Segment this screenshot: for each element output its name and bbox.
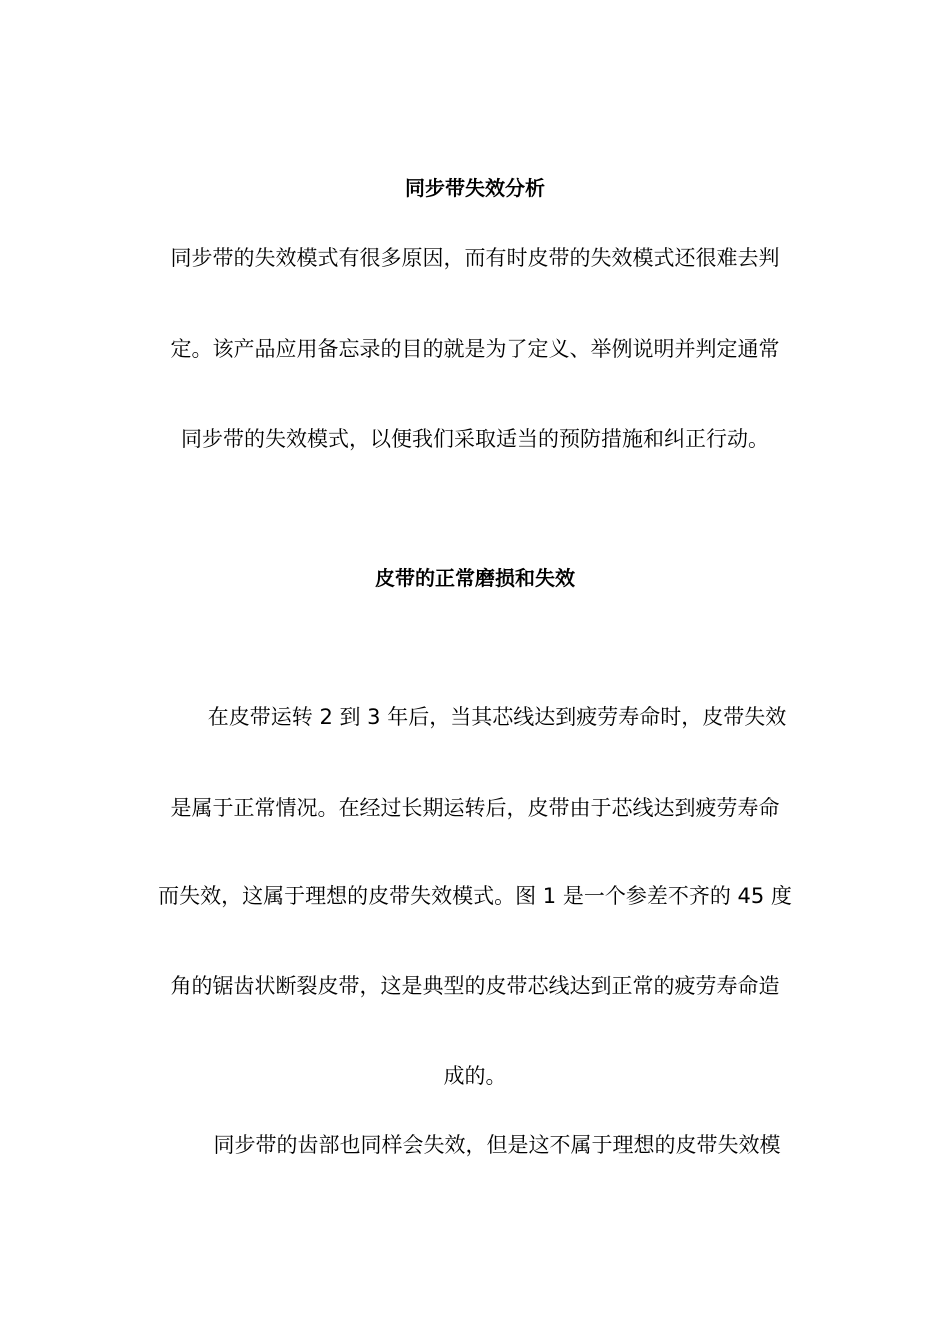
paragraph-2-line-1: 同步带的齿部也同样会失效，但是这不属于理想的皮带失效模: [213, 1133, 781, 1157]
paragraph-1-line-2: 是属于正常情况。在经过长期运转后，皮带由于芯线达到疲劳寿命: [170, 796, 780, 820]
paragraph-1-line-1: 在皮带运转 2 到 3 年后，当其芯线达到疲劳寿命时，皮带失效: [207, 705, 787, 729]
paragraph-1-line-5: 成的。: [443, 1064, 507, 1088]
intro-line-2: 定。该产品应用备忘录的目的就是为了定义、举例说明并判定通常: [170, 337, 780, 361]
section-heading: 皮带的正常磨损和失效: [375, 566, 575, 590]
paragraph-1-line-4: 角的锯齿状断裂皮带，这是典型的皮带芯线达到正常的疲劳寿命造: [170, 974, 780, 998]
intro-line-1: 同步带的失效模式有很多原因，而有时皮带的失效模式还很难去判: [170, 246, 780, 270]
intro-line-3: 同步带的失效模式，以便我们采取适当的预防措施和纠正行动。: [181, 427, 769, 451]
paragraph-1-line-3: 而失效，这属于理想的皮带失效模式。图 1 是一个参差不齐的 45 度: [158, 884, 792, 908]
document-title: 同步带失效分析: [405, 176, 545, 200]
